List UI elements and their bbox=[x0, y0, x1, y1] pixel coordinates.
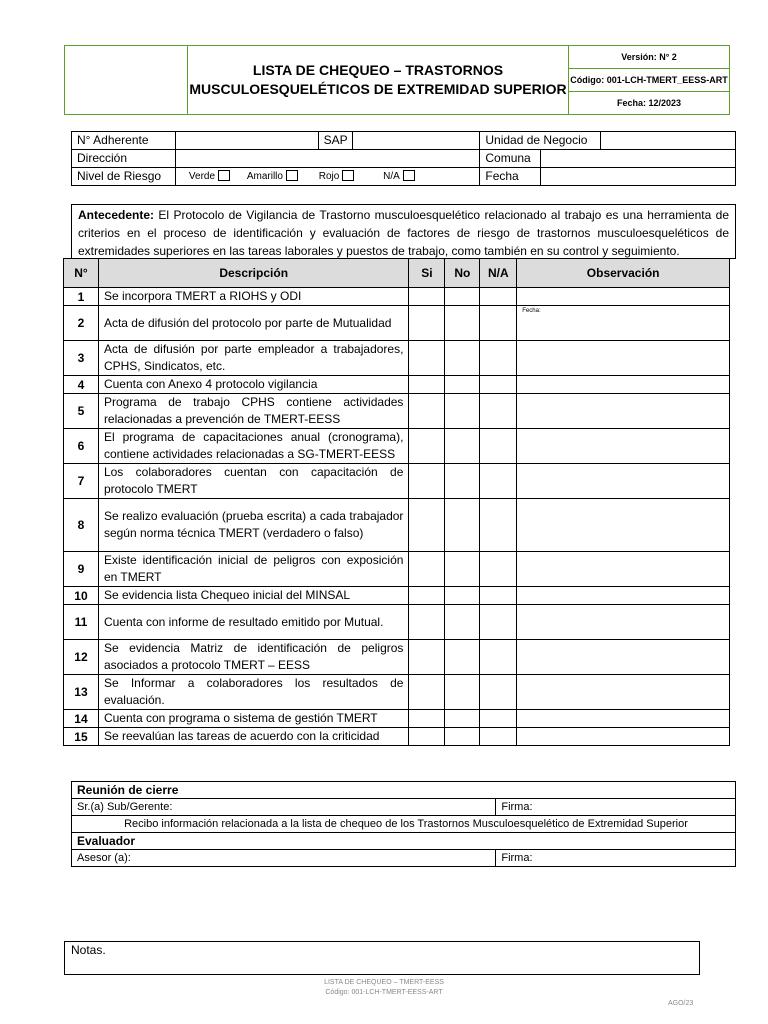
row-no-cell[interactable] bbox=[445, 376, 480, 394]
checklist-row bbox=[64, 464, 730, 499]
row-observation[interactable] bbox=[517, 552, 730, 587]
row-observation[interactable] bbox=[517, 429, 730, 464]
row-number: 12 bbox=[64, 640, 99, 675]
row-si-cell[interactable] bbox=[409, 394, 445, 429]
row-na-cell[interactable] bbox=[480, 376, 517, 394]
row-number: 14 bbox=[64, 710, 99, 728]
amarillo-checkbox[interactable] bbox=[286, 170, 298, 181]
row-na-cell[interactable] bbox=[480, 605, 517, 640]
row-number: 3 bbox=[64, 341, 99, 376]
row-observation[interactable] bbox=[517, 675, 730, 710]
col-no-header: No bbox=[445, 259, 480, 288]
row-number: 4 bbox=[64, 376, 99, 394]
checklist-row bbox=[64, 552, 730, 587]
row-no-cell[interactable] bbox=[445, 728, 480, 746]
unidad-field[interactable] bbox=[601, 132, 736, 150]
row-si-cell[interactable] bbox=[409, 464, 445, 499]
row-na-cell[interactable] bbox=[480, 306, 517, 341]
nivel-label: Nivel de Riesgo bbox=[72, 168, 176, 186]
row-observation[interactable]: Fecha: bbox=[517, 306, 730, 341]
row-description: Los colaboradores cuentan con capacitación de protocolo TMERT bbox=[98, 464, 408, 499]
row-na-cell[interactable] bbox=[480, 587, 517, 605]
checklist-row bbox=[64, 429, 730, 464]
row-number: 5 bbox=[64, 394, 99, 429]
row-observation[interactable] bbox=[517, 728, 730, 746]
row-description: Se Informar a colaboradores los resultados de evaluación. bbox=[98, 675, 408, 710]
row-no-cell[interactable] bbox=[445, 587, 480, 605]
row-no-cell[interactable] bbox=[445, 605, 480, 640]
col-num-header: N° bbox=[64, 259, 99, 288]
row-na-cell[interactable] bbox=[480, 499, 517, 552]
row-description: Existe identificación inicial de peligros con exposición en TMERT bbox=[98, 552, 408, 587]
row-no-cell[interactable] bbox=[445, 306, 480, 341]
row-no-cell[interactable] bbox=[445, 288, 480, 306]
row-number: 15 bbox=[64, 728, 99, 746]
row-si-cell[interactable] bbox=[409, 640, 445, 675]
row-no-cell[interactable] bbox=[445, 341, 480, 376]
checklist-row bbox=[64, 640, 730, 675]
row-si-cell[interactable] bbox=[409, 675, 445, 710]
antecedente-box bbox=[71, 204, 736, 259]
row-na-cell[interactable] bbox=[480, 464, 517, 499]
row-description: Se realizo evaluación (prueba escrita) a cada trabajador según norma técnica TMERT (verdadero o falso) bbox=[98, 499, 408, 552]
title-line-1: LISTA DE CHEQUEO – TRASTORNOS bbox=[252, 62, 504, 78]
firma2-field[interactable]: Firma: bbox=[496, 850, 736, 867]
fecha-field[interactable] bbox=[541, 168, 736, 186]
checklist-row bbox=[64, 728, 730, 746]
checklist-row bbox=[64, 605, 730, 640]
row-description: Cuenta con programa o sistema de gestión TMERT bbox=[98, 710, 408, 728]
row-description: El programa de capacitaciones anual (cronograma), contiene actividades relacionadas a SG-TMERT-EESS bbox=[98, 429, 408, 464]
rojo-label: Rojo bbox=[318, 171, 340, 182]
row-si-cell[interactable] bbox=[409, 376, 445, 394]
notes-box[interactable]: Notas. bbox=[64, 941, 700, 975]
verde-label: Verde bbox=[188, 171, 216, 182]
checklist-row bbox=[64, 675, 730, 710]
adherente-field[interactable] bbox=[175, 132, 318, 150]
sap-field[interactable] bbox=[352, 132, 480, 150]
row-observation[interactable] bbox=[517, 288, 730, 306]
adherente-label: N° Adherente bbox=[72, 132, 176, 150]
row-si-cell[interactable] bbox=[409, 288, 445, 306]
row-number: 2 bbox=[64, 306, 99, 341]
direccion-field[interactable] bbox=[175, 150, 479, 168]
checklist-row bbox=[64, 394, 730, 429]
footer-date: AGO/23 bbox=[668, 1000, 694, 1007]
row-description: Cuenta con Anexo 4 protocolo vigilancia bbox=[98, 376, 408, 394]
row-description: Se reevalúan las tareas de acuerdo con la criticidad bbox=[98, 728, 408, 746]
unidad-label: Unidad de Negocio bbox=[480, 132, 601, 150]
row-si-cell[interactable] bbox=[409, 341, 445, 376]
row-number: 8 bbox=[64, 499, 99, 552]
document-header bbox=[64, 45, 730, 115]
col-obs-header: Observación bbox=[517, 259, 730, 288]
row-no-cell[interactable] bbox=[445, 429, 480, 464]
evaluador-heading: Evaluador bbox=[72, 833, 736, 850]
row-si-cell[interactable] bbox=[409, 499, 445, 552]
row-observation[interactable] bbox=[517, 376, 730, 394]
document-title bbox=[188, 45, 568, 115]
footer-line-1: LISTA DE CHEQUEO – TMERT-EESS bbox=[324, 979, 444, 986]
row-description: Se evidencia Matriz de identificación de peligros asociados a protocolo TMERT – EESS bbox=[98, 640, 408, 675]
row-number: 10 bbox=[64, 587, 99, 605]
title-line-2: MUSCULOESQUELÉTICOS DE EXTREMIDAD SUPERIOR bbox=[189, 81, 567, 97]
row-description: Acta de difusión del protocolo por parte de Mutualidad bbox=[98, 306, 408, 341]
checklist-row bbox=[64, 376, 730, 394]
rojo-checkbox[interactable] bbox=[342, 170, 354, 181]
row-no-cell[interactable] bbox=[445, 552, 480, 587]
direccion-label: Dirección bbox=[72, 150, 176, 168]
row-no-cell[interactable] bbox=[445, 464, 480, 499]
row-number: 7 bbox=[64, 464, 99, 499]
row-si-cell[interactable] bbox=[409, 728, 445, 746]
row-observation[interactable] bbox=[517, 499, 730, 552]
row-observation[interactable] bbox=[517, 341, 730, 376]
checklist-row bbox=[64, 306, 730, 341]
verde-checkbox[interactable] bbox=[218, 170, 230, 181]
row-na-cell[interactable] bbox=[480, 341, 517, 376]
version-label: Versión: N° 2 bbox=[569, 46, 729, 69]
row-no-cell[interactable] bbox=[445, 640, 480, 675]
row-observation[interactable] bbox=[517, 640, 730, 675]
checklist-row bbox=[64, 499, 730, 552]
info-table bbox=[71, 131, 736, 186]
fecha-label: Fecha bbox=[480, 168, 541, 186]
row-observation[interactable] bbox=[517, 605, 730, 640]
asesor-field[interactable]: Asesor (a): bbox=[72, 850, 496, 867]
col-desc-header: Descripción bbox=[98, 259, 408, 288]
row-description: Se evidencia lista Chequeo inicial del MINSAL bbox=[98, 587, 408, 605]
row-observation[interactable] bbox=[517, 394, 730, 429]
row-no-cell[interactable] bbox=[445, 499, 480, 552]
row-si-cell[interactable] bbox=[409, 552, 445, 587]
amarillo-label: Amarillo bbox=[246, 171, 283, 182]
checklist-row bbox=[64, 341, 730, 376]
row-si-cell[interactable] bbox=[409, 429, 445, 464]
document-meta bbox=[568, 45, 730, 115]
footer-line-2: Código: 001-LCH-TMERT-EESS-ART bbox=[325, 989, 443, 996]
row-number: 6 bbox=[64, 429, 99, 464]
row-no-cell[interactable] bbox=[445, 675, 480, 710]
comuna-field[interactable] bbox=[541, 150, 736, 168]
code-label: Código: 001-LCH-TMERT_EESS-ART bbox=[569, 69, 729, 92]
row-na-cell[interactable] bbox=[480, 552, 517, 587]
closing-table bbox=[71, 781, 736, 867]
row-na-cell[interactable] bbox=[480, 710, 517, 728]
col-si-header: Si bbox=[409, 259, 445, 288]
row-si-cell[interactable] bbox=[409, 306, 445, 341]
row-observation[interactable] bbox=[517, 710, 730, 728]
sap-label: SAP bbox=[318, 132, 352, 150]
row-observation[interactable] bbox=[517, 587, 730, 605]
row-description: Cuenta con informe de resultado emitido por Mutual. bbox=[98, 605, 408, 640]
comuna-label: Comuna bbox=[480, 150, 541, 168]
row-na-cell[interactable] bbox=[480, 728, 517, 746]
nivel-options bbox=[175, 168, 479, 186]
row-na-cell[interactable] bbox=[480, 394, 517, 429]
row-si-cell[interactable] bbox=[409, 587, 445, 605]
na-label: N/A bbox=[383, 171, 400, 182]
row-si-cell[interactable] bbox=[409, 710, 445, 728]
reunion-heading: Reunión de cierre bbox=[72, 782, 736, 799]
na-checkbox[interactable] bbox=[403, 170, 415, 181]
antecedente-label: Antecedente: bbox=[78, 208, 155, 222]
row-na-cell[interactable] bbox=[480, 429, 517, 464]
row-description: Programa de trabajo CPHS contiene actividades relacionadas a prevención de TMERT-EESS bbox=[98, 394, 408, 429]
row-na-cell[interactable] bbox=[480, 675, 517, 710]
checklist-row bbox=[64, 288, 730, 306]
row-no-cell[interactable] bbox=[445, 710, 480, 728]
row-number: 13 bbox=[64, 675, 99, 710]
col-na-header: N/A bbox=[480, 259, 517, 288]
row-na-cell[interactable] bbox=[480, 640, 517, 675]
row-description: Se incorpora TMERT a RIOHS y ODI bbox=[98, 288, 408, 306]
checklist-row bbox=[64, 710, 730, 728]
row-observation[interactable] bbox=[517, 464, 730, 499]
gerente-field[interactable]: Sr.(a) Sub/Gerente: bbox=[72, 799, 496, 816]
checklist-table bbox=[63, 258, 730, 746]
logo-placeholder bbox=[64, 45, 188, 115]
row-no-cell[interactable] bbox=[445, 394, 480, 429]
recibo-text: Recibo información relacionada a la lista de chequeo de los Trastornos Musculoesquelético de Extremidad Superior bbox=[72, 816, 736, 833]
row-number: 1 bbox=[64, 288, 99, 306]
antecedente-text: El Protocolo de Vigilancia de Trastorno musculoesquelético relacionado al trabajo es una herramienta de criterios en el proceso de identificación y evaluación de factores de riesgo de trastornos musculoesqueléticos de extremidades superiores en las tareas laborales y puestos de trabajo, como también en su control y seguimiento. bbox=[78, 208, 729, 258]
row-na-cell[interactable] bbox=[480, 288, 517, 306]
row-number: 11 bbox=[64, 605, 99, 640]
firma-field[interactable]: Firma: bbox=[496, 799, 736, 816]
page-footer bbox=[0, 978, 768, 998]
row-si-cell[interactable] bbox=[409, 605, 445, 640]
date-label: Fecha: 12/2023 bbox=[616, 98, 682, 108]
checklist-row bbox=[64, 587, 730, 605]
row-number: 9 bbox=[64, 552, 99, 587]
row-description: Acta de difusión por parte empleador a trabajadores, CPHS, Sindicatos, etc. bbox=[98, 341, 408, 376]
